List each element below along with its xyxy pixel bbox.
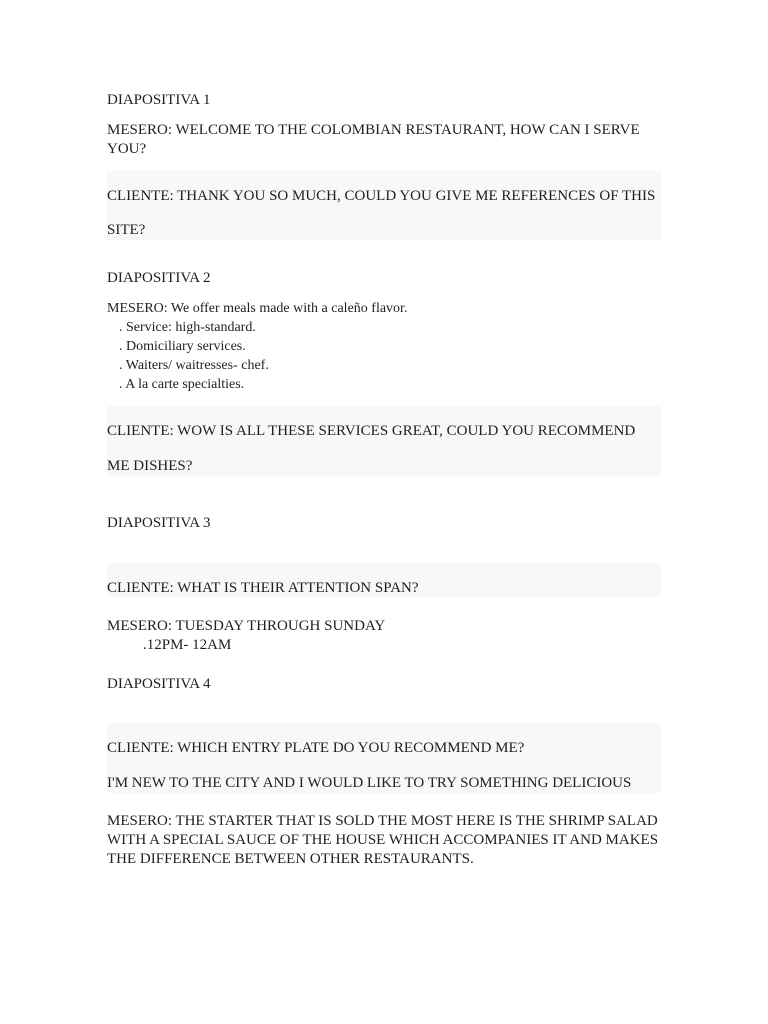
slide3-cliente-line: CLIENTE: WHAT IS THEIR ATTENTION SPAN? [107, 580, 419, 596]
slide3-mesero-text: MESERO: TUESDAY THROUGH SUNDAY [107, 618, 386, 634]
slide1-heading: DIAPOSITIVA 1 [107, 92, 211, 108]
slide1-mesero-text: MESERO: WELCOME TO THE COLOMBIAN RESTAURANT, HOW CAN I SERVE YOU? [107, 122, 643, 157]
slide3-cliente-block [107, 563, 661, 597]
slide2-cliente-line1: CLIENTE: WOW IS ALL THESE SERVICES GREAT, COULD YOU RECOMMEND [107, 423, 636, 439]
list-item: . Domiciliary services. [119, 339, 246, 354]
slide2-cliente-block [107, 406, 661, 476]
slide3-hours: .12PM- 12AM [143, 637, 232, 653]
slide1-cliente-block [107, 170, 661, 240]
slide4-cliente-line2: I'M NEW TO THE CITY AND I WOULD LIKE TO TRY SOMETHING DELICIOUS [107, 775, 632, 791]
list-item: . Waiters/ waitresses- chef. [119, 358, 269, 373]
slide4-cliente-line1: CLIENTE: WHICH ENTRY PLATE DO YOU RECOMMEND ME? [107, 740, 525, 756]
slide4-cliente-block [107, 723, 661, 793]
slide4-heading: DIAPOSITIVA 4 [107, 676, 211, 692]
slide1-cliente-line1: CLIENTE: THANK YOU SO MUCH, COULD YOU GIVE ME REFERENCES OF THIS [107, 188, 656, 204]
slide2-services-list [107, 318, 269, 394]
slide4-mesero-text: MESERO: THE STARTER THAT IS SOLD THE MOST HERE IS THE SHRIMP SALAD WITH A SPECIAL SAUCE OF THE HOUSE WHICH ACCOMPANIES IT AND MAKES THE DIFFERENCE BETWEEN OTHER RESTAURANTS. [107, 813, 662, 867]
slide2-cliente-line2: ME DISHES? [107, 458, 193, 474]
slide2-heading: DIAPOSITIVA 2 [107, 270, 211, 286]
slide1-cliente-line2: SITE? [107, 222, 146, 238]
slide2-mesero-text: MESERO: We offer meals made with a caleño flavor. [107, 301, 408, 316]
list-item: . Service: high-standard. [119, 320, 256, 335]
slide3-heading: DIAPOSITIVA 3 [107, 515, 211, 531]
list-item: . A la carte specialties. [119, 377, 245, 392]
